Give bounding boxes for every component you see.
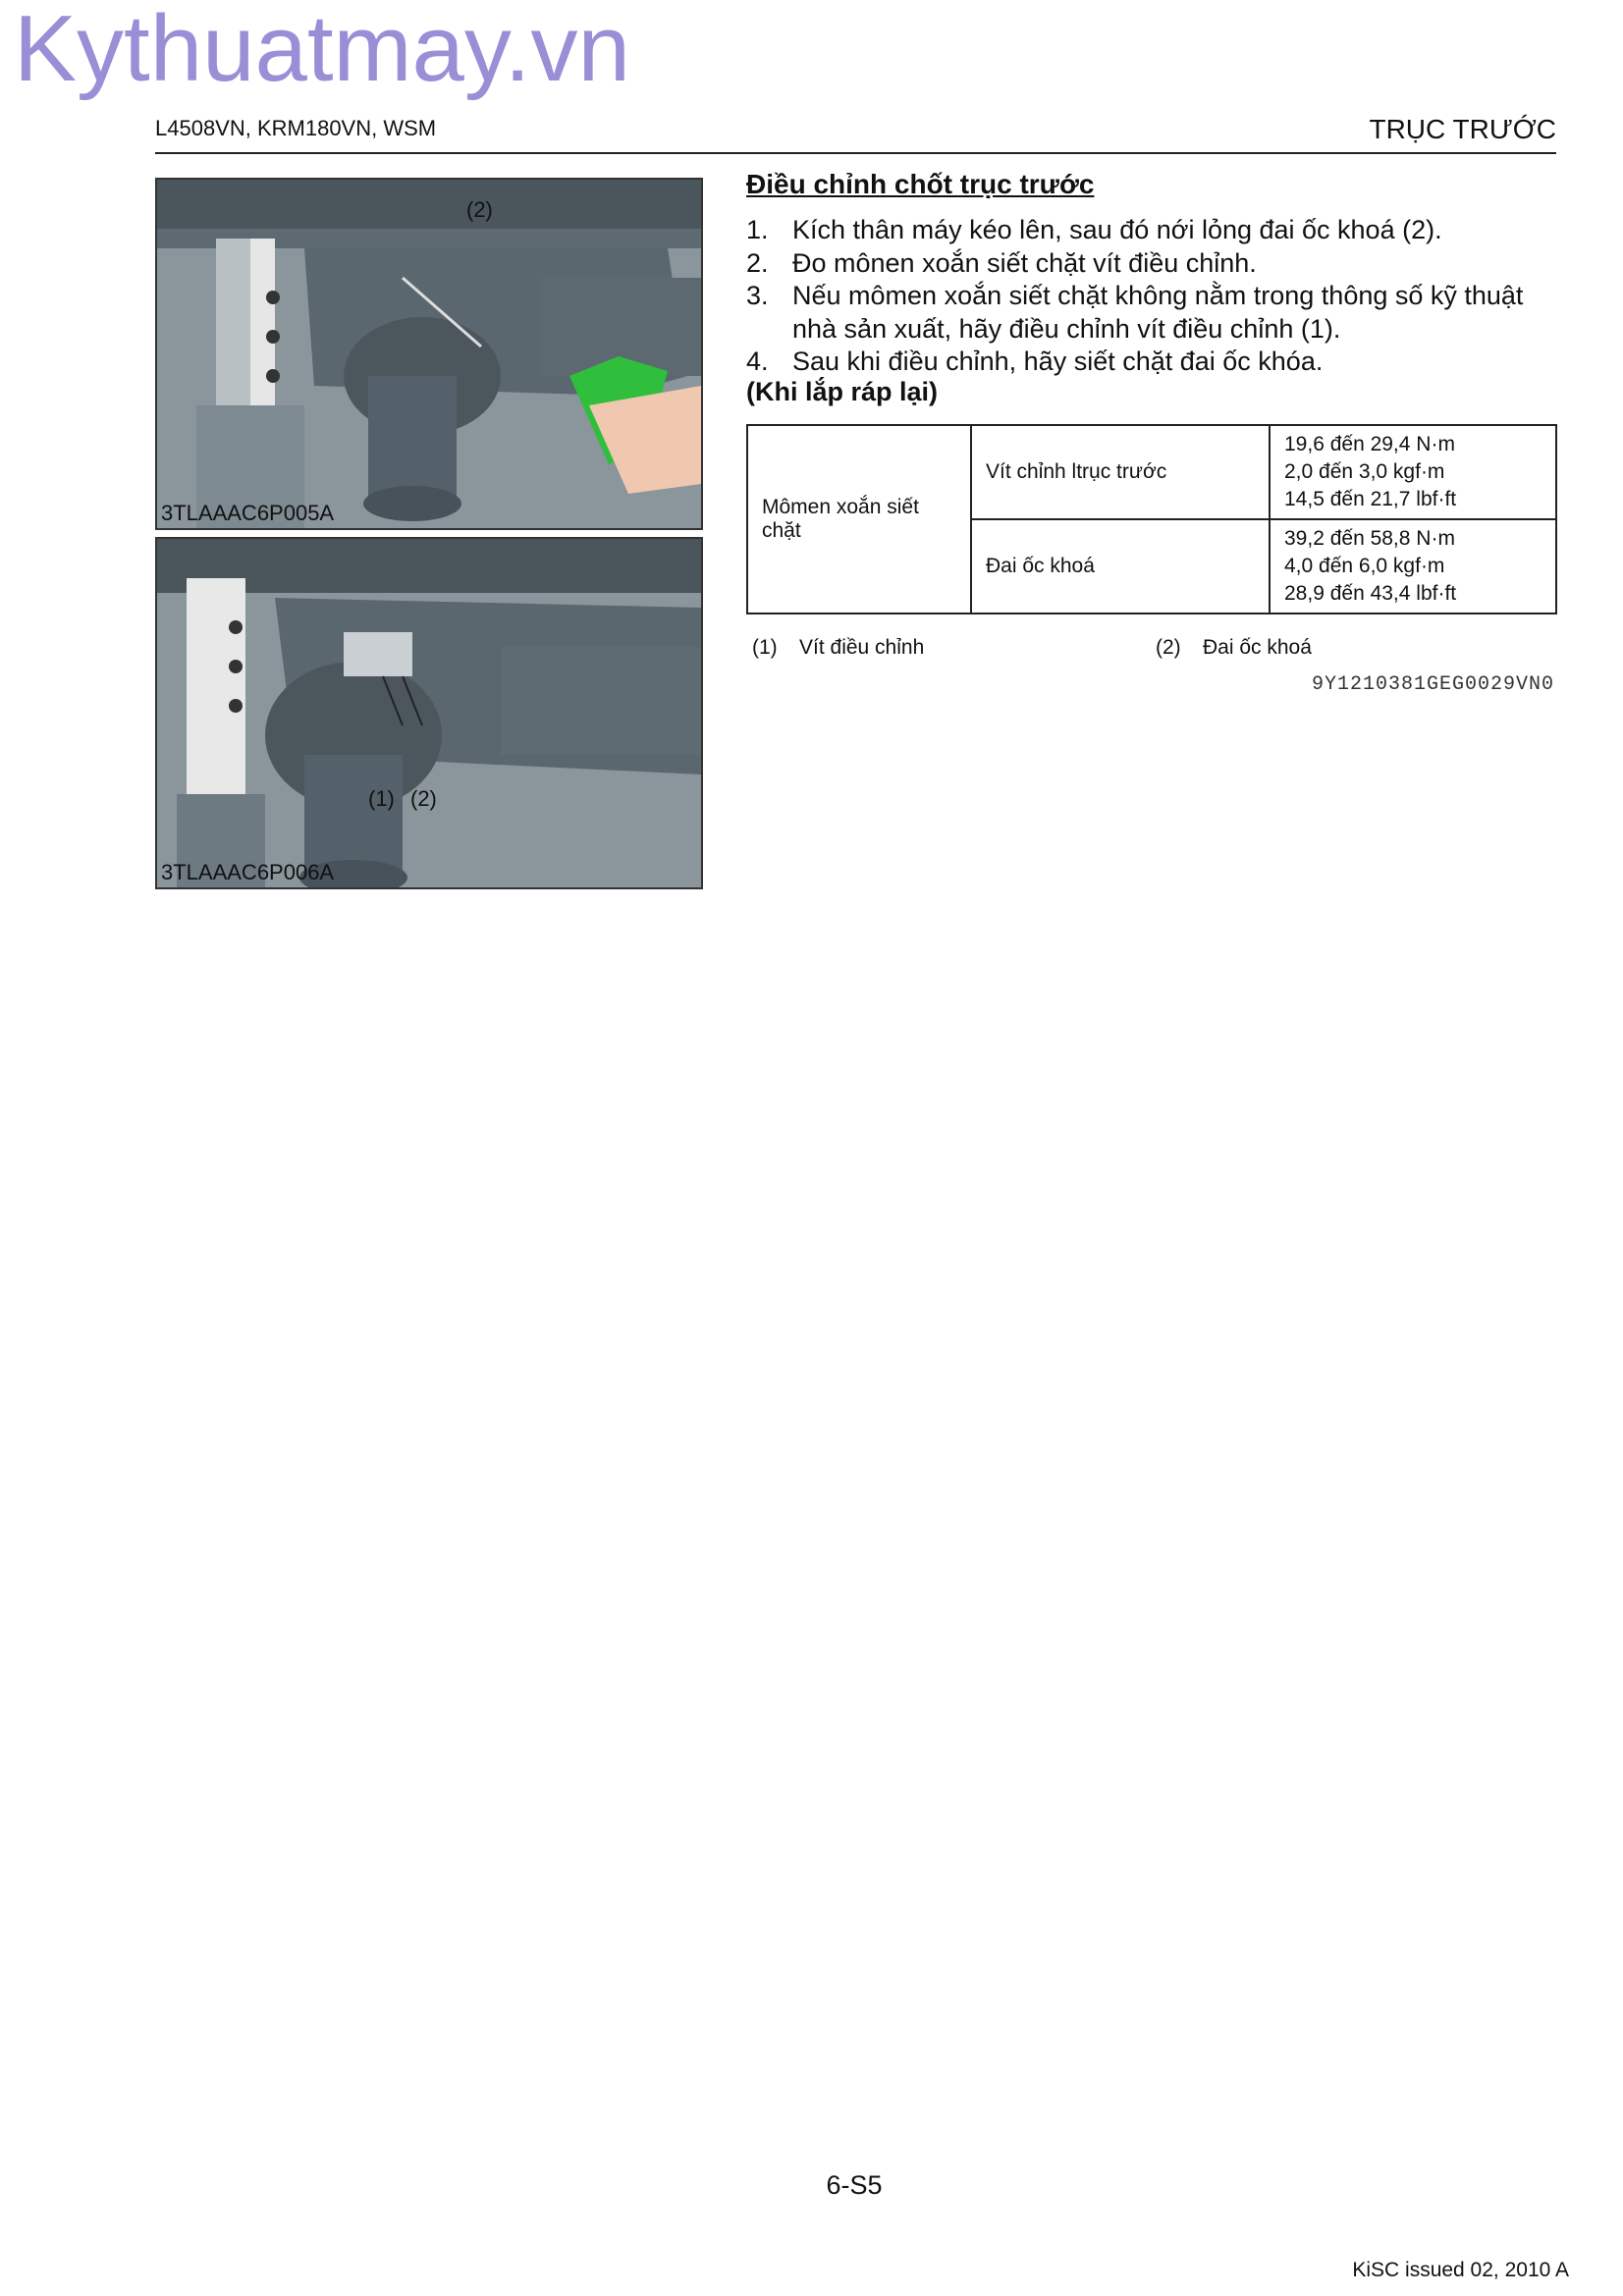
spec-values-2 — [1270, 519, 1556, 614]
spec-value: 4,0 đến 6,0 kgf·m — [1284, 555, 1445, 577]
spec-values-1 — [1270, 425, 1556, 519]
header-rule — [155, 152, 1556, 154]
section-title: Điều chỉnh chốt trục trước — [746, 169, 1095, 199]
legend-number: (2) — [1156, 636, 1181, 659]
page-number: 6-S5 — [826, 2170, 883, 2200]
spec-table — [746, 424, 1557, 614]
header-models: L4508VN, KRM180VN, WSM — [155, 116, 437, 140]
spec-value: 14,5 đến 21,7 lbf·ft — [1284, 488, 1457, 510]
reassembly-label: (Khi lắp ráp lại) — [746, 377, 939, 406]
spec-value: 19,6 đến 29,4 N·m — [1284, 433, 1455, 455]
step-text: Sau khi điều chỉnh, hãy siết chặt đai ốc khóa. — [792, 347, 1324, 376]
step-item — [746, 247, 1561, 281]
spec-value: 39,2 đến 58,8 N·m — [1284, 527, 1455, 550]
step-number: 2. — [746, 247, 769, 278]
legend-label: Vít điều chỉnh — [799, 636, 925, 659]
document-id: 9Y1210381GEG0029VN0 — [1311, 673, 1554, 696]
legend-number: (1) — [752, 636, 778, 659]
step-item — [746, 214, 1561, 247]
step-number: 1. — [746, 215, 769, 244]
figure-1-illustration — [157, 180, 701, 528]
issued-note: KiSC issued 02, 2010 A — [1352, 2259, 1569, 2281]
header-section: TRỤC TRƯỚC — [1369, 114, 1556, 144]
step-item — [746, 346, 1561, 379]
spec-value: 2,0 đến 3,0 kgf·m — [1284, 460, 1445, 483]
figure-2-code: 3TLAAAC6P006A — [161, 860, 335, 884]
figure-2-callout-2: (2) — [410, 786, 437, 811]
step-text: Kích thân máy kéo lên, sau đó nới lỏng đai ốc khoá (2). — [792, 215, 1442, 244]
watermark: Kythuatmay.vn — [14, 0, 630, 101]
spec-item-1: Vít chỉnh ltrục trước — [971, 425, 1270, 519]
step-item — [746, 280, 1561, 346]
steps-list — [746, 214, 1561, 379]
figure-1-code: 3TLAAAC6P005A — [161, 501, 335, 525]
figure-2-callout-1: (1) — [368, 786, 395, 811]
step-text: Nếu mômen xoắn siết chặt không nằm trong thông số kỹ thuật nhà sản xuất, hãy điều chỉnh vít điều chỉnh (1). — [792, 281, 1524, 344]
step-text: Đo mônen xoắn siết chặt vít điều chỉnh. — [792, 247, 1257, 278]
legend-item-2 — [1156, 636, 1312, 660]
step-number: 4. — [746, 347, 769, 376]
legend-label: Đai ốc khoá — [1203, 636, 1312, 659]
legend-item-1 — [752, 636, 924, 660]
figure-1-callout-2: (2) — [466, 197, 493, 222]
spec-label: Mômen xoắn siết chặt — [747, 425, 971, 614]
spec-item-2: Đai ốc khoá — [971, 519, 1270, 614]
spec-value: 28,9 đến 43,4 lbf·ft — [1284, 582, 1457, 605]
figure-2-photo — [155, 537, 703, 889]
step-number: 3. — [746, 281, 769, 310]
figure-1-photo — [155, 178, 703, 530]
figure-2-illustration — [157, 539, 701, 887]
